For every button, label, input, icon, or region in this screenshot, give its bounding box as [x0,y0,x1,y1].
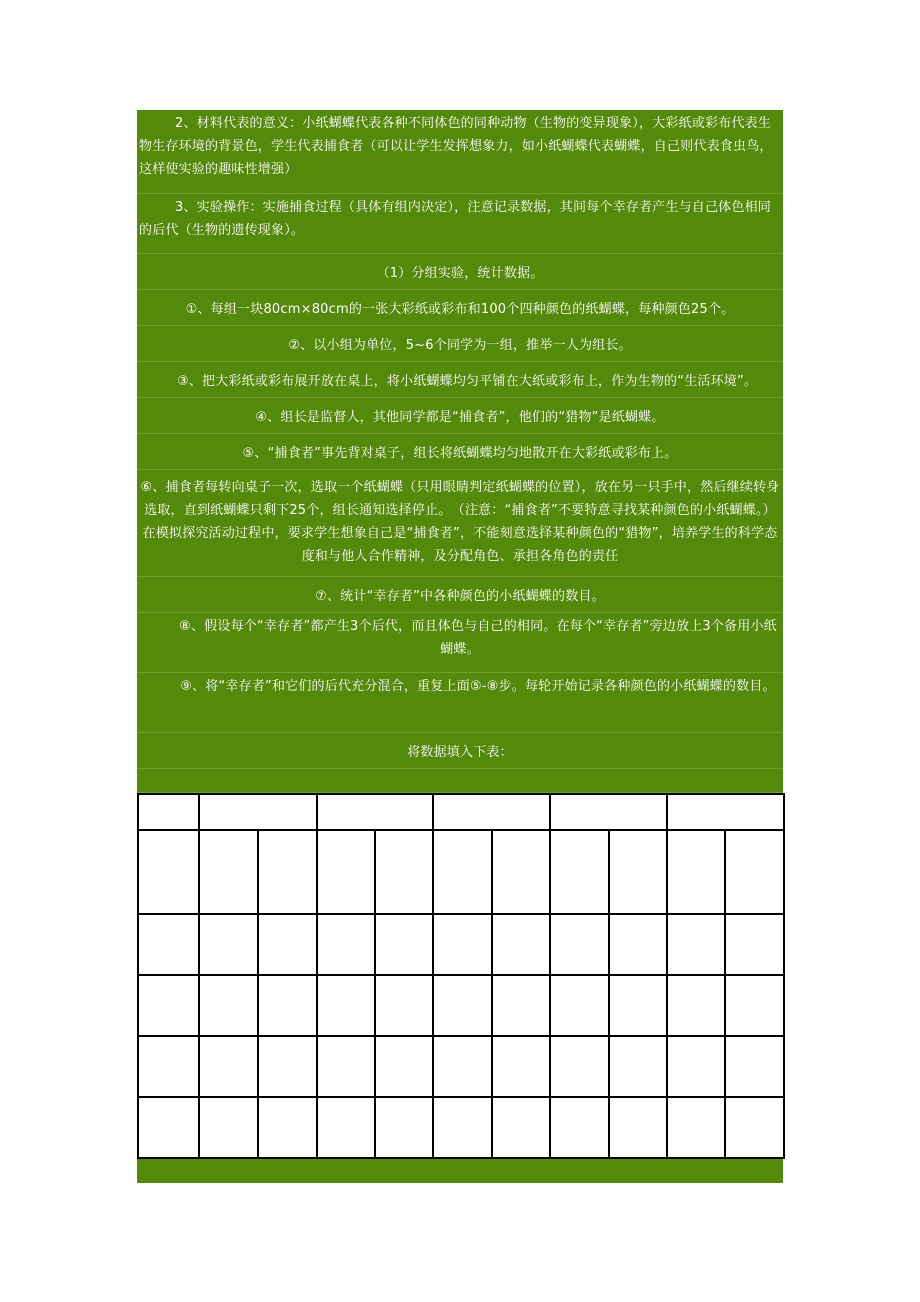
table-cell[interactable] [492,1097,550,1158]
table-cell[interactable] [667,830,725,914]
table-cell[interactable] [317,975,375,1036]
table-cell[interactable] [199,1097,258,1158]
table-cell[interactable] [667,1036,725,1097]
data-table [137,793,785,1159]
paragraph-experiment-operation: 3、实验操作：实施捕食过程（具体有组内决定），注意记录数据，其间每个幸存者产生与自己体色相同的后代（生物的遗传现象）。 [137,194,783,254]
table-cell[interactable] [433,830,492,914]
table-header-cell[interactable] [138,794,199,830]
table-cell[interactable] [199,830,258,914]
table-header-cell[interactable] [667,794,784,830]
table-cell[interactable] [375,975,433,1036]
table-row [138,914,784,975]
table-cell[interactable] [199,914,258,975]
table-cell[interactable] [550,1036,609,1097]
table-cell[interactable] [258,1036,317,1097]
table-cell[interactable] [667,914,725,975]
table-cell[interactable] [725,914,784,975]
table-cell[interactable] [550,830,609,914]
table-cell[interactable] [375,1097,433,1158]
table-cell[interactable] [609,914,667,975]
table-cell[interactable] [375,914,433,975]
table-header-cell[interactable] [550,794,667,830]
table-cell[interactable] [199,1036,258,1097]
step-4: ④、组长是监督人，其他同学都是“捕食者”，他们的“猎物”是纸蝴蝶。 [137,398,783,434]
table-cell[interactable] [492,830,550,914]
table-cell[interactable] [609,975,667,1036]
table-cell[interactable] [609,1097,667,1158]
table-cell[interactable] [725,830,784,914]
fill-table-instruction: 将数据填入下表： [137,733,783,769]
table-cell[interactable] [492,1036,550,1097]
table-header-cell[interactable] [317,794,433,830]
table-cell[interactable] [317,1036,375,1097]
table-cell[interactable] [375,830,433,914]
table-cell[interactable] [550,1097,609,1158]
table-cell[interactable] [492,914,550,975]
table-cell[interactable] [138,975,199,1036]
table-header-cell[interactable] [433,794,550,830]
step-2: ②、以小组为单位，5~6个同学为一组，推举一人为组长。 [137,326,783,362]
table-cell[interactable] [258,914,317,975]
table-cell[interactable] [138,830,199,914]
table-row [138,830,784,914]
step-5: ⑤、“捕食者”事先背对桌子，组长将纸蝴蝶均匀地散开在大彩纸或彩布上。 [137,434,783,470]
table-cell[interactable] [550,975,609,1036]
paragraph-material-meaning: 2、材料代表的意义：小纸蝴蝶代表各种不同体色的同种动物（生物的变异现象），大彩纸或彩布代表生物生存环境的背景色，学生代表捕食者（可以让学生发挥想象力，如小纸蝴蝶代表蝴蝶，自己则代表食虫鸟，这样使实验的趣味性增强） [137,110,783,194]
table-cell[interactable] [550,914,609,975]
table-cell[interactable] [317,830,375,914]
table-cell[interactable] [258,975,317,1036]
table-cell[interactable] [609,830,667,914]
table-row [138,1036,784,1097]
table-cell[interactable] [609,1036,667,1097]
table-row [138,1097,784,1158]
step-7: ⑦、统计“幸存者”中各种颜色的小纸蝴蝶的数目。 [137,577,783,613]
table-cell[interactable] [199,975,258,1036]
step-8: ⑧、假设每个“幸存者”都产生3个后代，而且体色与自己的相同。在每个“幸存者”旁边放上3个备用小纸蝴蝶。 [137,613,783,673]
table-cell[interactable] [433,914,492,975]
table-cell[interactable] [258,830,317,914]
table-cell[interactable] [433,1097,492,1158]
table-cell[interactable] [667,975,725,1036]
table-cell[interactable] [317,1097,375,1158]
table-cell[interactable] [725,975,784,1036]
table-header-row [138,794,784,830]
table-header-cell[interactable] [199,794,317,830]
table-cell[interactable] [725,1097,784,1158]
table-cell[interactable] [258,1097,317,1158]
table-cell[interactable] [725,1036,784,1097]
table-cell[interactable] [375,1036,433,1097]
table-row [138,975,784,1036]
table-cell[interactable] [433,975,492,1036]
table-cell[interactable] [317,914,375,975]
table-cell[interactable] [138,1036,199,1097]
table-cell[interactable] [138,914,199,975]
step-3: ③、把大彩纸或彩布展开放在桌上，将小纸蝴蝶均匀平铺在大纸或彩布上，作为生物的“生活环境”。 [137,362,783,398]
subheading-group-experiment: （1）分组实验，统计数据。 [137,254,783,290]
table-cell[interactable] [433,1036,492,1097]
table-cell[interactable] [667,1097,725,1158]
blank-row [137,769,783,793]
step-6: ⑥、捕食者每转向桌子一次，选取一个纸蝴蝶（只用眼睛判定纸蝴蝶的位置），放在另一只手中，然后继续转身选取，直到纸蝴蝶只剩下25个，组长通知选择停止。 （注意：“捕食者”不要特意寻找某种颜色的小纸蝴蝶。）在模拟探究活动过程中，要求学生想象自己是“捕食者”，不能刻意选择某种颜色的“猎物”，培养学生的科学态度和与他人合作精神，及分配角色、承担各角色的责任 [137,470,783,577]
table-cell[interactable] [138,1097,199,1158]
step-1: ①、每组一块80cm×80cm的一张大彩纸或彩布和100个四种颜色的纸蝴蝶，每种颜色25个。 [137,290,783,326]
table-cell[interactable] [492,975,550,1036]
step-9: ⑨、将“幸存者”和它们的后代充分混合，重复上面⑤-⑧步。每轮开始记录各种颜色的小纸蝴蝶的数目。 [137,673,783,733]
